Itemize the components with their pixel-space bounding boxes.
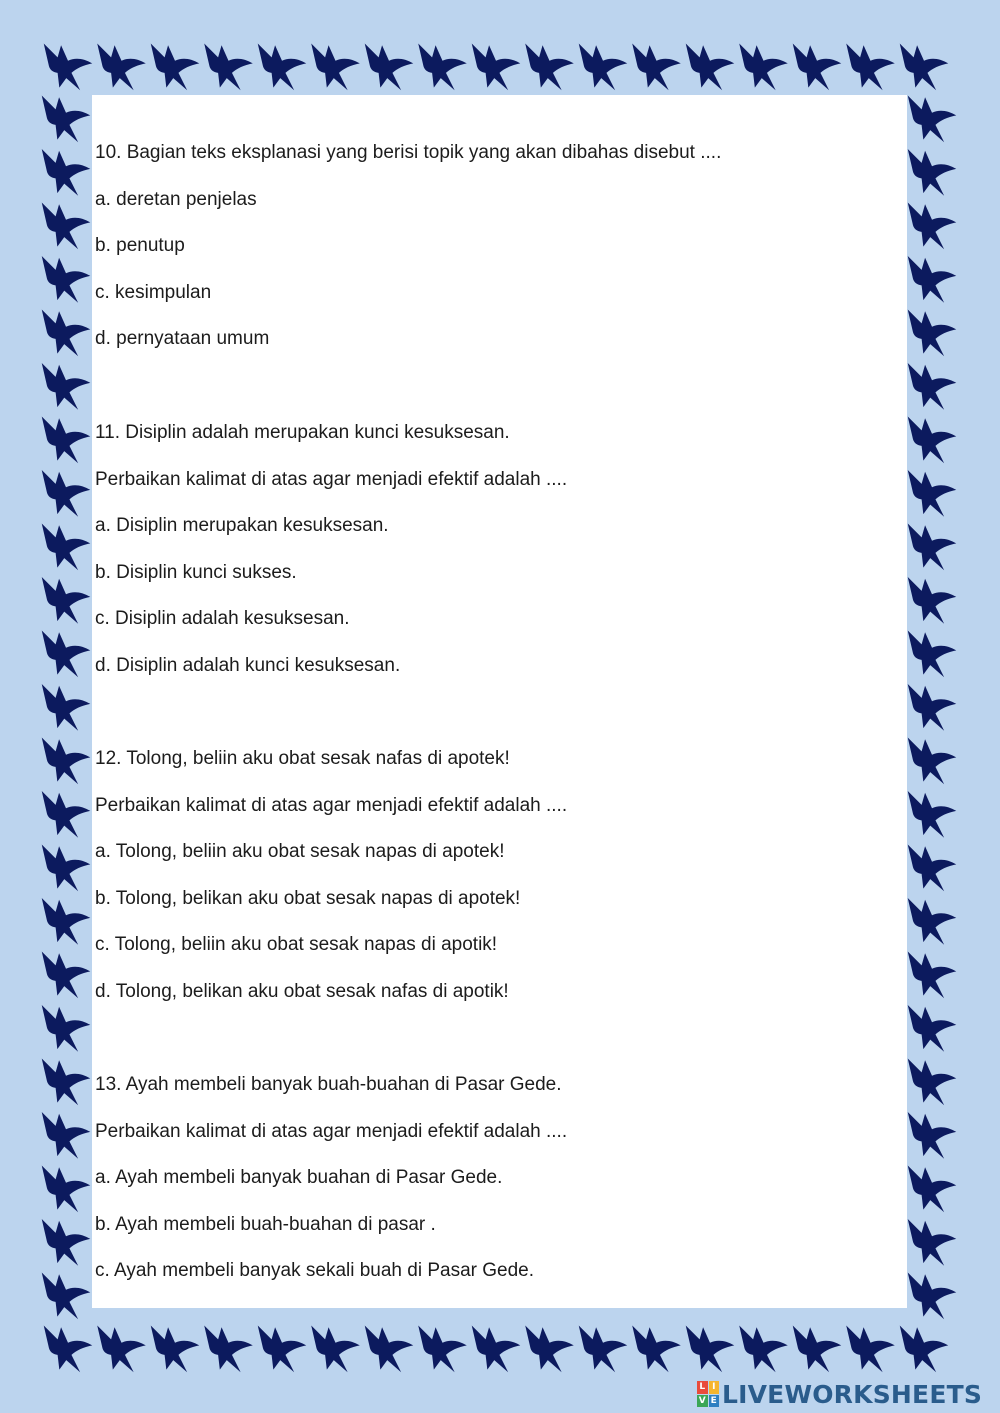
swallow-bird-icon [42,1219,91,1266]
badge-letter: L [697,1381,708,1394]
swallow-bird-icon [908,95,957,142]
question-13 [95,1074,895,1307]
swallow-bird-icon [365,43,414,90]
live-badge-icon [697,1381,719,1407]
brand-name: LIVEWORKSHEETS [722,1379,983,1409]
swallow-bird-icon [908,844,957,891]
swallow-bird-icon [908,363,957,410]
swallow-bird-icon [908,898,957,945]
swallow-bird-icon [418,1325,467,1372]
question-text: 12. Tolong, beliin aku obat sesak nafas di apotek! [95,748,510,769]
swallow-bird-icon [793,1325,842,1372]
swallow-bird-icon [793,43,842,90]
option-b[interactable]: b. Ayah membeli buah-buahan di pasar . [95,1213,436,1235]
swallow-bird-icon [42,1112,91,1159]
option-a[interactable]: a. Tolong, beliin aku obat sesak napas di apotek! [95,841,505,863]
swallow-bird-icon [42,1005,91,1052]
swallow-bird-icon [42,363,91,410]
swallow-bird-icon [908,577,957,624]
badge-letter: I [709,1381,720,1394]
swallow-bird-icon [42,791,91,838]
swallow-bird-icon [42,577,91,624]
swallow-bird-icon [908,951,957,998]
swallow-bird-icon [311,43,360,90]
swallow-bird-icon [42,630,91,677]
swallow-bird-icon [42,951,91,998]
option-c[interactable]: c. kesimpulan [95,281,212,303]
instruction-text: Perbaikan kalimat di atas agar menjadi efektif adalah .... [95,468,568,490]
question-11 [95,422,895,702]
swallow-bird-icon [258,43,307,90]
swallow-bird-icon [42,1165,91,1212]
swallow-bird-icon [472,43,521,90]
option-a[interactable]: a. deretan penjelas [95,188,257,210]
swallow-bird-icon [908,1272,957,1319]
question-12 [95,748,895,1028]
swallow-bird-icon [908,1165,957,1212]
swallow-bird-icon [908,256,957,303]
swallow-bird-icon [42,844,91,891]
swallow-bird-icon [908,309,957,356]
swallow-bird-icon [846,1325,895,1372]
swallow-bird-icon [632,43,681,90]
swallow-bird-icon [908,630,957,677]
liveworksheets-logo[interactable] [697,1376,982,1412]
swallow-bird-icon [525,43,574,90]
option-b[interactable]: b. Disiplin kunci sukses. [95,561,297,583]
question-10 [95,142,895,375]
swallow-bird-icon [44,43,93,90]
option-d[interactable]: d. Disiplin adalah kunci kesuksesan. [95,654,401,676]
swallow-bird-icon [42,416,91,463]
swallow-bird-icon [908,1005,957,1052]
option-b[interactable]: b. Tolong, belikan aku obat sesak napas di apotek! [95,887,521,909]
swallow-bird-icon [739,43,788,90]
swallow-bird-icon [97,43,146,90]
swallow-bird-icon [908,149,957,196]
instruction-text: Perbaikan kalimat di atas agar menjadi efektif adalah .... [95,794,568,816]
swallow-bird-icon [311,1325,360,1372]
question-text: 11. Disiplin adalah merupakan kunci kesuksesan. [95,422,510,443]
swallow-bird-icon [151,1325,200,1372]
option-d[interactable]: d. Tolong, belikan aku obat sesak nafas di apotik! [95,980,509,1002]
question-text: 10. Bagian teks eksplanasi yang berisi topik yang akan dibahas disebut .... [95,142,722,163]
swallow-bird-icon [44,1325,93,1372]
swallow-bird-icon [365,1325,414,1372]
swallow-bird-icon [42,149,91,196]
swallow-bird-icon [42,470,91,517]
swallow-bird-icon [42,95,91,142]
option-b[interactable]: b. penutup [95,235,185,257]
option-a[interactable]: a. Disiplin merupakan kesuksesan. [95,515,389,537]
swallow-bird-icon [908,470,957,517]
swallow-bird-icon [42,1272,91,1319]
instruction-text: Perbaikan kalimat di atas agar menjadi efektif adalah .... [95,1120,568,1142]
option-d[interactable]: d. pernyataan umum [95,328,270,350]
option-c[interactable]: c. Tolong, beliin aku obat sesak napas di apotik! [95,934,498,956]
swallow-bird-icon [204,1325,253,1372]
swallow-bird-icon [908,523,957,570]
worksheet-page [92,95,907,1308]
swallow-bird-icon [908,1219,957,1266]
option-c[interactable]: c. Ayah membeli banyak sekali buah di Pasar Gede. [95,1260,535,1282]
swallow-bird-icon [686,1325,735,1372]
swallow-bird-icon [579,43,628,90]
swallow-bird-icon [42,202,91,249]
badge-letter: E [709,1395,720,1408]
swallow-bird-icon [42,309,91,356]
swallow-bird-icon [908,737,957,784]
option-a[interactable]: a. Ayah membeli banyak buahan di Pasar Gede. [95,1167,503,1189]
swallow-bird-icon [151,43,200,90]
swallow-bird-icon [908,684,957,731]
swallow-bird-icon [418,43,467,90]
swallow-bird-icon [908,416,957,463]
swallow-bird-icon [42,684,91,731]
option-c[interactable]: c. Disiplin adalah kesuksesan. [95,608,350,630]
swallow-bird-icon [908,791,957,838]
swallow-bird-icon [97,1325,146,1372]
question-text: 13. Ayah membeli banyak buah-buahan di Pasar Gede. [95,1074,562,1095]
swallow-bird-icon [632,1325,681,1372]
swallow-bird-icon [908,202,957,249]
swallow-bird-icon [900,1325,949,1372]
swallow-bird-icon [686,43,735,90]
swallow-bird-icon [525,1325,574,1372]
swallow-bird-icon [579,1325,628,1372]
badge-letter: V [698,1395,706,1406]
swallow-bird-icon [258,1325,307,1372]
swallow-bird-icon [908,1112,957,1159]
swallow-bird-icon [846,43,895,90]
swallow-bird-icon [204,43,253,90]
swallow-bird-icon [42,898,91,945]
swallow-bird-icon [42,523,91,570]
swallow-bird-icon [42,256,91,303]
swallow-bird-icon [739,1325,788,1372]
swallow-bird-icon [42,1058,91,1105]
swallow-bird-icon [42,737,91,784]
swallow-bird-icon [472,1325,521,1372]
swallow-bird-icon [900,43,949,90]
swallow-bird-icon [908,1058,957,1105]
